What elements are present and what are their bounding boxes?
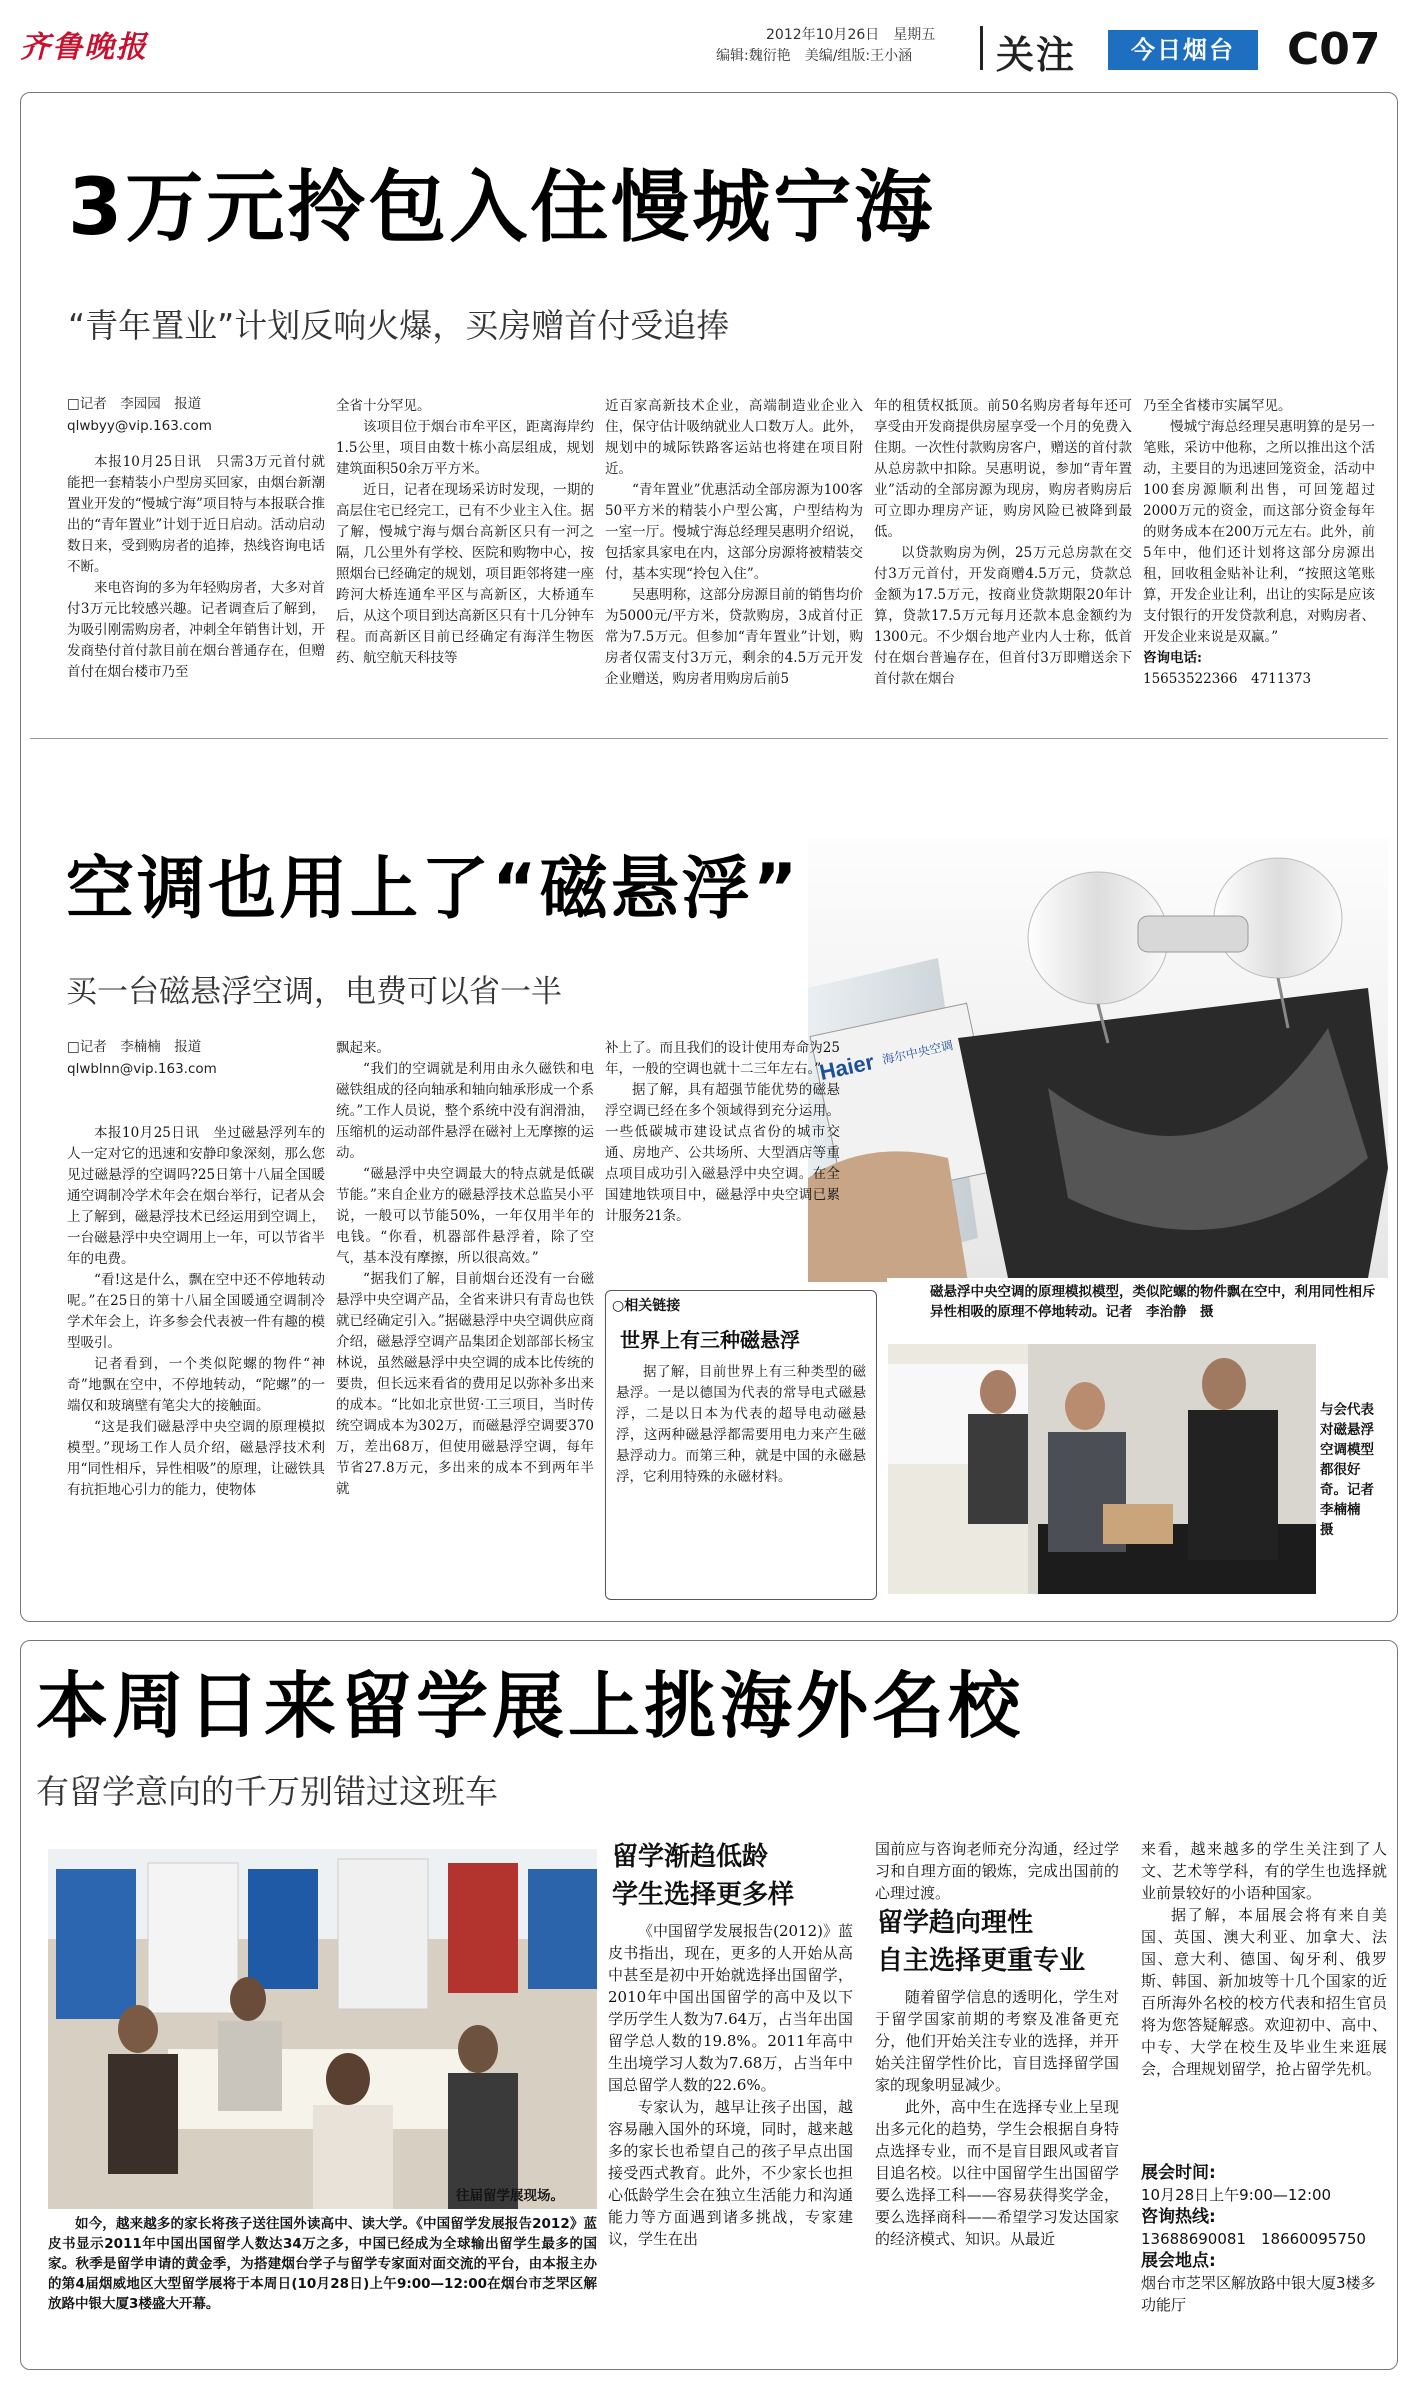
paragraph: “青年置业”优惠活动全部房源为100客50平方米的精装小户型公寓，户型结构为一室一厅。慢城宁海总经理吴惠明介绍说，包括家具家电在内，这部分房源将被精装交付，基本实现“拎包入住”。 [605, 482, 863, 582]
article-3-intro [48, 2214, 597, 2359]
paragraph: 《中国留学发展报告(2012)》蓝皮书指出，现在，更多的人开始从高中甚至是初中开始就选择出国留学，2010年中国出国留学的高中及以下学历学生人数为7.64万，占当年出国留学总人数的19.8%。2011年高中生出境学习人数为7.68万，占当年中国总留学人数的22.6%。 [608, 1922, 853, 2094]
fair-photo-caption: 往届留学展现场。 [456, 2188, 564, 2204]
masthead-logo: 齐鲁晚报 [20, 30, 148, 65]
article-1-headline: 3万元拎包入住慢城宁海 [68, 163, 936, 253]
article-1-col-3 [605, 396, 863, 726]
article-1-byline [67, 393, 212, 437]
page-number: C07 [1287, 24, 1381, 75]
paragraph: “看!这是什么，飘在空中还不停地转动呢。”在25日的第十八届全国暖通空调制冷学术年会上，许多参会代表被一件有趣的模型吸引。 [67, 1272, 325, 1351]
phone-number: 15653522366 4711373 [1143, 671, 1312, 687]
paragraph: “磁悬浮中央空调最大的特点就是低碳节能。”来自企业方的磁悬浮技术总监吴小平说，一般可以节能50%，一年仅用半年的电钱。“你看，机器部件悬浮着，除了空气，基本没有摩擦，所以很高效。” [336, 1166, 594, 1266]
section-heading-1: 留学渐趋低龄 学生选择更多样 [612, 1842, 795, 1910]
haier-cn-logo: 海尔中央空调 [881, 1038, 955, 1067]
paragraph: 据了解，具有超强节能优势的磁悬浮空调已经在多个领域得到充分运用。一些低碳城市建设试点省份的城市交通、房地产、公共场所、大型酒店等重点项目成功引入磁悬浮中央空调。在全国建地铁项目中，磁悬浮中央空调已累计服务21条。 [605, 1082, 840, 1224]
article-1-col-1 [67, 452, 325, 722]
paragraph: 随着留学信息的透明化，学生对于留学国家前期的考察及准备更充分，他们开始关注专业的选择，并开始关注留学性价比，盲目选择留学国家的现象明显减少。 [875, 1988, 1119, 2094]
conference-scene [888, 1344, 1316, 1594]
fair-address: 烟台市芝罘区解放路中银大厦3楼多功能厅 [1141, 2274, 1376, 2314]
paragraph: 该项目位于烟台市牟平区，距离海岸约1.5公里，项目由数十栋小高层组成，规划建筑面积50余万平方米。 [336, 419, 594, 477]
issue-date: 2012年10月26日 星期五 [766, 27, 936, 43]
article-1-subtitle: “青年置业”计划反响火爆，买房赠首付受追捧 [68, 306, 730, 345]
conference-photo [888, 1344, 1316, 1594]
article-2-headline: 空调也用上了“磁悬浮” [66, 850, 801, 929]
article-1-col-4 [874, 396, 1132, 726]
paragraph: 近日，记者在现场采访时发现，一期的高层住宅已经完工，已有不少业主入住。据了解，慢城宁海与烟台高新区只有一河之隔，几公里外有学校、医院和购物中心，按照烟台已经确定的规划，项目距邻将建一座跨河大桥连通牟平区与高新区，大桥通车后，从这个项目到达高新区只有十几分钟车程。而高新区目前已经确定有海洋生物医药、航空航天科技等 [336, 482, 594, 666]
article-3-headline: 本周日来留学展上挑海外名校 [36, 1664, 1025, 1748]
article-2-col-3 [605, 1038, 840, 1283]
article-3-col-2a [875, 1838, 1119, 1904]
section-heading-2: 留学趋向理性 自主选择更重专业 [877, 1908, 1086, 1976]
paragraph: 据了解，目前世界上有三种类型的磁悬浮。一是以德国为代表的常导电式磁悬浮，二是以日本为代表的超导电动磁悬浮，这两种磁悬浮都需要用电力来产生磁悬浮动力。而第三种，就是中国的永磁悬浮，它利用特殊的永磁材料。 [616, 1364, 866, 1485]
paragraph: 近百家高新技术企业，高端制造业企业入住，保守估计吸纳就业人口数万人。此外，规划中的城际铁路客运站也将建在项目附近。 [605, 398, 863, 477]
paragraph: 来看，越来越多的学生关注到了人文、艺术等学科，有的学生也选择就业前景较好的小语种国家。 [1141, 1840, 1387, 1902]
article-3-col-3 [1141, 1838, 1387, 2158]
fair-phone: 13688690081 18660095750 [1141, 2230, 1366, 2248]
paragraph: 补上了。而且我们的设计使用寿命为25年，一般的空调也就十二三年左右。” [605, 1040, 840, 1077]
paragraph: “据我们了解，目前烟台还没有一台磁悬浮中央空调产品，全省来讲只有青岛也铁就已经确定引入。”据磁悬浮中央空调供应商介绍，磁悬浮空调产品集团企划部部长杨宝林说，虽然磁悬浮中央空调的成本比传统的要贵，但长远来看省的费用足以弥补多出来的成本。“比如北京世贸·工三项目，当时传统空调成本为302万，而磁悬浮空调要370万，差出68万，但使用磁悬浮空调，每年节省27.8万元，多出来的成本不到两年半就 [336, 1271, 594, 1497]
article-3-col-2b [875, 1986, 1119, 2361]
section-name: 关注 [996, 33, 1077, 77]
related-links-title: 世界上有三种磁悬浮 [620, 1328, 800, 1352]
related-links-tag: ○相关链接 [612, 1298, 681, 1314]
paragraph: “这是我们磁悬浮中央空调的原理模拟模型。”现场工作人员介绍，磁悬浮技术利用“同性相斥，异性相吸”的原理，让磁铁具有抗拒地心引力的能力，使物体 [67, 1419, 325, 1498]
section-tag: 今日烟台 [1108, 30, 1258, 70]
paragraph: 以贷款购房为例，25万元总房款在交付3万元首付，开发商赠4.5万元，贷款总金额为17.5万元，按商业贷款期限20年计算，贷款17.5万元每月还款本息金额约为1300元。不少烟台地产业内人士称，低首付在烟台普遍存在，但首付3万即赠送余下首付款在烟台 [874, 545, 1132, 687]
article-2-col-2 [336, 1038, 594, 1603]
paragraph: 此外，高中生在选择专业上呈现出多元化的趋势，学生会根据自身特点选择专业，而不是盲目跟风或者盲目追名校。以往中国留学生出国留学要么选择工科——容易获得奖学金，要么选择商科——希望学习发达国家的经济模式、知识。从最近 [875, 2098, 1119, 2248]
paragraph: 本报10月25日讯 只需3万元首付就能把一套精装小户型房买回家，由烟台新潮置业开发的“慢城宁海”项目特与本报联合推出的“青年置业”计划于近日启动。活动启动数日来，受到购房者的追捧，热线咨询电话不断。 [67, 454, 325, 575]
paragraph: 慢城宁海总经理吴惠明算的是另一笔账，采访中他称，之所以推出这个活动，主要目的为迅速回笼资金，活动中100套房源顺利出售，可回笼超过2000万元的资金，而这部分资金每年的财务成本在200万元左右。此外，前5年中，他们还计划将这部分房源出租，回收租金贴补让利，“按照这笔账算，开发企业让利，出让的实际是应该支付银行的开发贷款利息，对购房者、开发企业来说是双赢。” [1143, 419, 1375, 645]
paragraph: 乃至全省楼市实属罕见。 [1143, 398, 1292, 414]
photo-caption-2: 与会代表对磁悬浮空调模型都很好奇。记者 李楠楠 摄 [1320, 1402, 1388, 1538]
paragraph: “我们的空调就是利用由永久磁铁和电磁铁组成的径向轴承和轴向轴承形成一个系统。”工作人员说，整个系统中没有润滑油，压缩机的运动部件悬浮在磁衬上无摩擦的运动。 [336, 1061, 594, 1161]
paragraph: 如今，越来越多的家长将孩子送往国外读高中、读大学。《中国留学发展报告2012》蓝皮书显示2011年中国出国留学人数达34万之多，中国已经成为全球输出留学生最多的国家。秋季是留学申请的黄金季，为搭建烟台学子与留学专家面对面交流的平台，由本报主办的第4届烟威地区大型留学展将于本周日(10月28日)上午9:00—12:00在烟台市芝罘区解放路中银大厦3楼盛大开幕。 [48, 2216, 597, 2312]
paragraph: 专家认为，越早让孩子出国，越容易融入国外的环境，同时，越来越多的家长也希望自己的孩子早点出国接受西式教育。此外，不少家长也担心低龄学生会在独立生活能力和沟通能力等方面遇到诸多挑战，专家建议，学生在出 [608, 2098, 853, 2248]
maglev-model-photo [808, 838, 1388, 1282]
header-divider [980, 26, 983, 70]
paragraph: 据了解，本届展会将有来自美国、英国、澳大利亚、加拿大、法国、意大利、德国、匈牙利、俄罗斯、韩国、新加坡等十几个国家的近百所海外名校的校方代表和招生官员将为您答疑解惑。欢迎初中、高中、中专、大学在校生及毕业生来逛展会，合理规划留学，抢占留学先机。 [1141, 1906, 1387, 2078]
paragraph: 来电咨询的多为年轻购房者，大多对首付3万元比较感兴趣。记者调查后了解到，为吸引刚需购房者，冲刺全年销售计划，开发商垫付首付款目前在烟台普通存在，但赠首付在烟台楼市乃至 [67, 580, 325, 680]
fair-phone-label: 咨询热线: [1141, 2207, 1216, 2227]
article-2-col-1 [67, 1123, 325, 1603]
fair-info [1141, 2162, 1387, 2316]
maglev-model-illustration [808, 838, 1388, 1282]
article-2-subtitle: 买一台磁悬浮空调，电费可以省一半 [66, 974, 562, 1010]
editor-line: 编辑:魏衍艳 美编/组版:王小涵 [716, 48, 913, 64]
paragraph: 年的租赁权抵顶。前50名购房者每年还可享受由开发商提供房屋享受一个月的免费入住期。一次性付款购房客户，赠送的首付款从总房款中扣除。吴惠明说，参加“青年置业”活动的全部房源为现房，购房者购房后可立即办理房产证，购房风险已被降到最低。 [874, 398, 1132, 540]
article-divider [30, 738, 1388, 739]
haier-logo: Haier [817, 1049, 877, 1085]
paragraph: 飘起来。 [336, 1040, 390, 1056]
phone-label: 咨询电话: [1143, 650, 1202, 666]
article-3-col-1 [608, 1920, 853, 2360]
reporter-email: qlwbyy@vip.163.com [67, 418, 212, 434]
fair-address-label: 展会地点: [1141, 2251, 1216, 2271]
article-1-col-2 [336, 396, 594, 726]
paragraph: 全省十分罕见。 [336, 398, 431, 414]
reporter-email: qlwblnn@vip.163.com [67, 1061, 217, 1077]
fair-time: 10月28日上午9:00—12:00 [1141, 2186, 1332, 2204]
reporter-line: □记者 李园园 报道 [67, 396, 202, 412]
paragraph: 国前应与咨询老师充分沟通，经过学习和自理方面的锻炼，完成出国前的心理过渡。 [875, 1840, 1119, 1902]
paragraph: 记者看到，一个类似陀螺的物件“神奇”地飘在空中，不停地转动，“陀螺”的一端仅和玻璃壁有笔尖大的接触面。 [67, 1356, 325, 1414]
paragraph: 吴惠明称，这部分房源目前的销售均价为5000元/平方米，贷款购房，3成首付正常为7.5万元。但参加“青年置业”计划，购房者仅需支付3万元，剩余的4.5万元开发企业赠送，购房者用购房后前5 [605, 587, 863, 687]
study-abroad-fair-photo [48, 1849, 597, 2209]
article-2-byline [67, 1036, 217, 1080]
article-1-col-5 [1143, 396, 1375, 726]
photo-caption-1: 磁悬浮中央空调的原理模拟模型，类似陀螺的物件飘在空中，利用同性相斥异性相吸的原理不停地转动。记者 李治静 摄 [930, 1284, 1376, 1320]
fair-time-label: 展会时间: [1141, 2163, 1216, 2183]
reporter-line: □记者 李楠楠 报道 [67, 1039, 202, 1055]
article-3-subtitle: 有留学意向的千万别错过这班车 [36, 1772, 498, 1811]
related-links-text [616, 1362, 866, 1594]
paragraph: 本报10月25日讯 坐过磁悬浮列车的人一定对它的迅速和安静印象深刻，那么您见过磁悬浮的空调吗?25日第十八届全国暖通空调制冷学术年会在烟台举行，记者从会上了解到，磁悬浮技术已经运用到空调上，一台磁悬浮中央空调用上一年，可以节省半年的电费。 [67, 1125, 325, 1267]
fair-scene [48, 1849, 597, 2209]
